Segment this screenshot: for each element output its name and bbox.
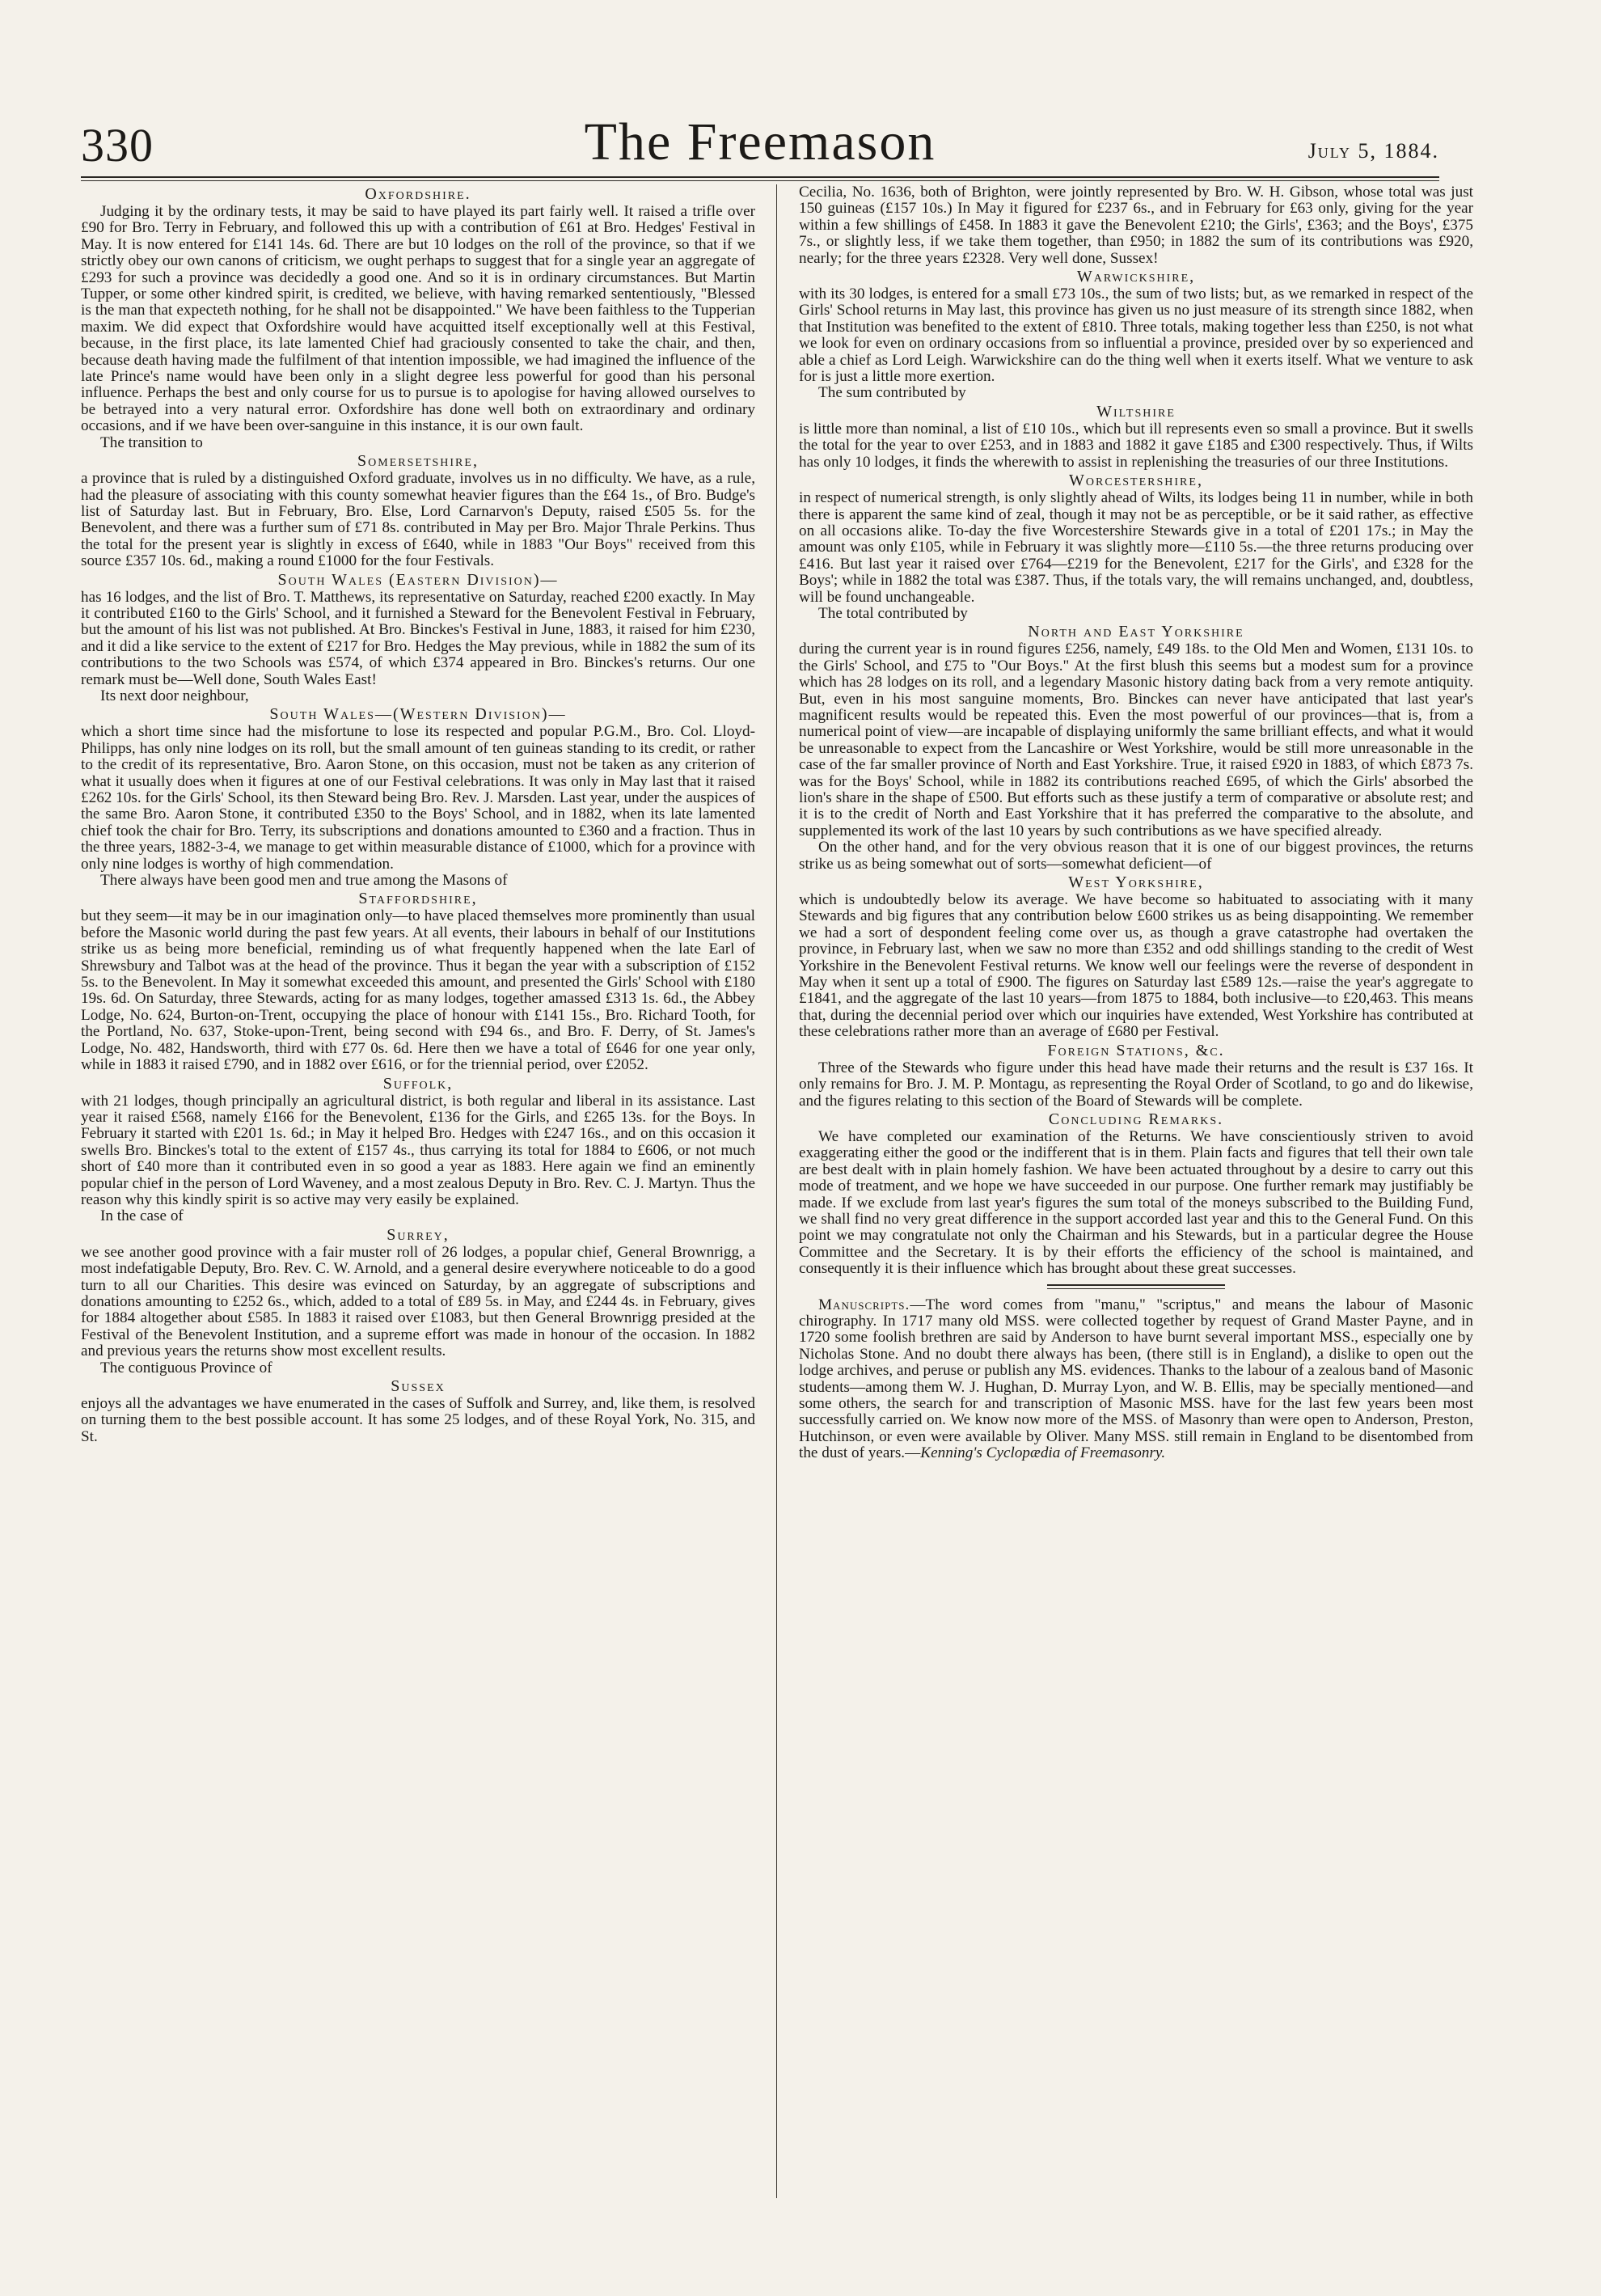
section-heading: North and East Yorkshire <box>1028 623 1244 641</box>
article-paragraph: The total contributed by <box>818 604 968 622</box>
manuscripts-source: Kenning's Cyclopædia of Freemasonry. <box>920 1444 1166 1462</box>
article-paragraph: Its next door neighbour, <box>100 687 249 704</box>
article-paragraph: enjoys all the advantages we have enumerated in the cases of Suffolk and Surrey, and, like them, is resolved on turning them to the best possible account. It has some 25 lodges, and of these Royal York, No. 315, and St. <box>81 1395 755 1445</box>
header-rule <box>81 176 1439 178</box>
masthead <box>81 104 1439 181</box>
section-heading: Wiltshire <box>1096 402 1176 421</box>
section-heading: Sussex <box>391 1377 446 1395</box>
article-paragraph: is little more than nominal, a list of £10 10s., which but ill represents even so small a province. But it swells the total for the year to over £253, and in 1883 and 1882 it gave £185 and £300 respectively. Thus, if Wilts has only 10 lodges, it finds the wherewith to assist in replenishing the treasuries of our three Institutions. <box>799 420 1473 471</box>
article-paragraph: but they seem—it may be in our imagination only—to have placed themselves more prominently than usual before the Masonic world during the past few years. At all events, their labours in behalf of our Institutions strike us as being more beneficial, reminding us of what frequently happened when the late Earl of Shrewsbury and Talbot was at the head of the province. Thus it began the year with a subscription of £152 5s. to the Benevolent. In May it somewhat exceeded this amount, and presented the Girls' School with £180 19s. 6d. On Saturday, three Stewards, acting for as many lodges, together amassed £313 1s. 6d., the Abbey Lodge, No. 624, Burton-on-Trent, occupying the place of honour with £141 15s., Bro. Richard Tooth, for the Portland, No. 637, Stoke-upon-Trent, being second with £94 6s., and Bro. F. Derry, of St. James's Lodge, No. 482, Handsworth, third with £77 0s. 6d. Here then we have a total of £646 for one year only, while in 1883 it raised £790, and in 1882 over £616, or for the triennial period, over £2052. <box>81 907 755 1074</box>
article-paragraph: The contiguous Province of <box>100 1359 272 1376</box>
section-heading: Somersetshire, <box>357 452 479 471</box>
article-paragraph: In the case of <box>100 1207 184 1225</box>
article-paragraph: with its 30 lodges, is entered for a small £73 10s., the sum of two lists; but, as we remarked in respect of the Girls' School returns in May last, this province has given us no just measure of its strength since 1882, when that Institution was benefited to the extent of £810. Three totals, making together less than £250, is not what we look for even on ordinary occasions from so influential a province, presided over by so experienced and able a chief as Lord Leigh. Warwickshire can do the thing well when it exerts itself. What we venture to ask for is just a little more exertion. <box>799 285 1473 386</box>
article-paragraph: On the other hand, and for the very obvious reason that it is one of our biggest provinces, the returns strike us as being somewhat out of sorts—somewhat deficient—of <box>799 839 1473 873</box>
header-rule-thin <box>81 180 1439 181</box>
section-heading: Foreign Stations, &c. <box>1047 1041 1225 1059</box>
right-column <box>799 184 1473 2263</box>
left-column <box>81 184 755 2263</box>
article-paragraph: during the current year is in round figures £256, namely, £49 18s. to the Old Men and Women, £131 10s. to the Girls' School, and £75 to "Our Boys." At the first blush this seems but a modest sum for a province which has 28 lodges on its roll, and a legendary Masonic history dating back from a very remote antiquity. But, even in his most sanguine moments, Bro. Binckes can never have anticipated that last year's magnificent results would be repeated this. Even the most powerful of our provinces—that is, from a numerical point of view—are incapable of displaying uniformly the same brilliant effects, and what it would be unreasonable to expect from the Lancashire or West Yorkshire, would be still more unreasonable in the case of the far smaller province of North and East Yorkshire. True, it raised £920 in 1883, of which £873 7s. was for the Boys' School, while in 1882 its contributions reached £695, of which the Girls' absorbed the lion's share in the shape of £500. But efforts such as these justify a term of comparative or absolute rest; and it is to the credit of North and East Yorkshire that it has preferred the comparative to the absolute, and supplemented its work of the last 10 years by such contributions as we have specified already. <box>799 641 1473 839</box>
column-divider <box>776 184 777 2198</box>
article-paragraph: The sum contributed by <box>818 384 966 402</box>
article-paragraph: Judging it by the ordinary tests, it may be said to have played its part fairly well. It raised a trifle over £90 for Bro. Terry in February, and followed this up with a contribution of £61 at Bro. Hedges' Festival in May. It is now entered for £141 14s. 6d. There are but 10 lodges on the roll of the province, so that if we strictly obey our own canons of criticism, we ought perhaps to suggest that for a single year an aggregate of £293 for such a province was decidedly a good one. And so it is in ordinary circumstances. But Martin Tupper, or some other kindred spirit, is credited, we believe, with having remarked sententiously, "Blessed is the man that expecteth nothing, for he shall not be disappointed." We have been faithless to the Tupperian maxim. We did expect that Oxfordshire would have acquitted itself exceptionally well at this Festival, because, in the first place, its late lamented Chief had graciously consented to take the chair, and then, because death having made the fulfilment of that intention impossible, we had imagined the influence of the late Prince's name would have been only in a slight degree less powerful for good than his personal influence. Perhaps the best and only course for us to pursue is to apologise for having allowed ourselves to be betrayed into a very natural error. Oxfordshire has done well both on extraordinary and ordinary occasions, and if we have been over-sanguine in this instance, it is our own fault. <box>81 203 755 435</box>
section-heading: Oxfordshire. <box>365 185 471 203</box>
article-paragraph: The transition to <box>100 433 203 451</box>
article-paragraph: which is undoubtedly below its average. We have become so habituated to associating with it many Stewards and big figures that any contribution below £600 strikes us as being disappointing. We remember we had a sort of despondent feeling come over us, as though a grave catastrophe had overtaken the province, in February last, when we saw no more than £352 and odd shillings standing to the credit of West Yorkshire in the Benevolent Festival returns. We know well our feelings were the reverse of despondent in May when it sent up a total of £900. The figures on Saturday last £589 12s.—raise the year's aggregate to £1841, and the aggregate of the last 10 years—from 1875 to 1884, both inclusive—to £20,463. This means that, during the decennial period over which our inquiries have extended, West Yorkshire has contributed at these celebrations rather more than an average of £680 per Festival. <box>799 891 1473 1041</box>
article-paragraph: has 16 lodges, and the list of Bro. T. Matthews, its representative on Saturday, reached £200 exactly. In May it contributed £160 to the Girls' School, and it furnished a Steward for the Benevolent Festival in February, but the amount of his list was not published. At Bro. Binckes's Festival in June, 1883, it raised for him £230, and it did a like service to the extent of £217 for Bro. Hedges the May previous, while in 1882 the sum of its contributions to the two Schools was £574, of which £374 appeared in Bro. Binckes's returns. Our one remark must be—Well done, South Wales East! <box>81 588 755 688</box>
article-paragraph: we see another good province with a fair muster roll of 26 lodges, a popular chief, General Brownrigg, a most indefatigable Deputy, Bro. Rev. C. W. Arnold, and a general desire everywhere noticeable to do a good turn to all our Charities. This desire was evinced on Saturday, by an aggregate of subscriptions and donations amounting to £252 6s., which, added to a total of £89 5s. in May, and £244 4s. in February, gives for 1884 altogether about £585. In 1883 it raised over £1083, but then General Brownrigg presided at the Festival of the Benevolent Institution, and a supreme effort was made in honour of the occasion. In 1882 and previous years the returns show most excellent results. <box>81 1243 755 1360</box>
article-paragraph: Cecilia, No. 1636, both of Brighton, were jointly represented by Bro. W. H. Gibson, whose total was just 150 guineas (£157 10s.) In May it figured for £237 6s., and in February for £63 only, giving for the year within a few shillings of £458. In 1883 it gave the Benevolent £210; the Girls', £363; and the Boys', £375 7s., or slightly less, if we take them together, than £950; in 1882 the sum of its contributions was £920, nearly; for the three years £2328. Very well done, Sussex! <box>799 184 1473 267</box>
section-heading: West Yorkshire, <box>1068 873 1204 892</box>
section-heading: Suffolk, <box>382 1074 454 1093</box>
article-paragraph: There always have been good men and true among the Masons of <box>100 872 508 890</box>
manuscripts-paragraph <box>799 1297 1473 1462</box>
section-divider <box>1047 1284 1225 1289</box>
section-heading: Surrey, <box>387 1225 450 1244</box>
section-heading: Staffordshire, <box>358 890 478 908</box>
article-paragraph: in respect of numerical strength, is only slightly ahead of Wilts, its lodges being 11 in number, while in both there is apparent the same kind of zeal, though it may not be as perceptible, or be it said rather, as effective on all occasions alike. To-day the five Worcestershire Stewards give in a total of £201 17s.; in May the amount was only £105, while in February it was slightly more—£110 5s.—the three returns producing over £416. But last year it raised over £764—£219 for the Benevolent, £217 for the Girls', and £328 for the Boys'; while in 1882 the total was £387. Thus, if the totals vary, the will remains unchanged, and, doubtless, will be found unchangeable. <box>799 489 1473 606</box>
issue-date: July 5, 1884. <box>1307 139 1439 163</box>
article-paragraph: We have completed our examination of the Returns. We have conscientiously striven to avoid exaggerating either the good or the indifferent that is in them. Plain facts and figures that tell their own tale are best dealt with in plain homely fashion. We have been actuated throughout by a desire to carry out this mode of treatment, and we hope we have succeeded in our purpose. One further remark may justifiably be made. If we exclude from last year's figures the sum total of the moneys subscribed to the Building Fund, we shall find no very great difference in the support accorded last year and this to the General Fund. On this point we may congratulate not only the Chairman and his Stewards, but in a particular degree the House Committee and the Secretary. It is by their efforts the efficiency of the school is maintained, and consequently it is their influence which has brought about these great successes. <box>799 1127 1473 1278</box>
section-heading: South Wales—(Western Division)— <box>269 705 567 724</box>
masthead-title: The Freemason <box>584 112 936 171</box>
manuscripts-body: —The word comes from "manu," "scriptus," and means the labour of Masonic chirography. In 1717 many old MSS. were collected together by request of Grand Master Payne, and in 1720 some foolish brethren are said by Anderson to have burnt several important MSS., especially one by Nicholas Stone. And no doubt there always has been, (there still is in England), a dislike to open out the lodge archives, and peruse or publish any MS. evidences. Thanks to the labour of a zealous band of Masonic students—among them W. J. Hughan, D. Murray Lyon, and W. B. Ellis, may be specially mentioned—and some others, the search for and transcription of Masonic MSS. have for the last few years been most successfully carried on. We know now more of the MSS. of Masonry than were open to Anderson, Preston, Hutchinson, or even were available by Oliver. Many MSS. still remain in England to be disentombed from the dust of years.— <box>799 1296 1473 1462</box>
section-heading: South Wales (Eastern Division)— <box>277 570 559 589</box>
article-paragraph: with 21 lodges, though principally an agricultural district, is both regular and liberal in its assistance. Last year it raised £568, namely £166 for the Benevolent, £136 for the Girls, and £265 13s. for the Boys. In February it started with £201 1s. 6d.; in May it helped Bro. Hedges with £247 16s., and on this occasion it swells Bro. Binckes's total to the extent of £157 4s., thus carrying its total for 1884 to £606, or not much short of £40 more than it contributed even in so good a year as 1883. Here again we find an eminently popular chief in the person of Lord Waveney, and a most zealous Deputy in Bro. Rev. C. J. Martyn. Thus the reason why this kindly spirit is so active may very easily be explained. <box>81 1092 755 1208</box>
article-paragraph: a province that is ruled by a distinguished Oxford graduate, involves us in no difficulty. We have, as a rule, had the pleasure of associating with this county somewhat heavier figures than the £64 1s., of Bro. Budge's list of Saturday last. But in February, Bro. Else, Lord Carnarvon's Deputy, raised £505 5s. for the Benevolent, and there was a further sum of £71 8s. contributed in May per Bro. Major Thrale Perkins. Thus the total for the present year is slightly in excess of £640, while in 1883 "Our Boys" received from this source £357 10s. 6d., making a round £1000 for the four Festivals. <box>81 470 755 570</box>
page-number: 330 <box>81 119 154 171</box>
article-paragraph: which a short time since had the misfortune to lose its respected and popular P.G.M., Bro. Col. Lloyd-Philipps, has only nine lodges on its roll, but the small amount of ten guineas standing to its credit, or rather to the credit of its representative, Bro. Aaron Stone, on this occasion, must not be taken as any criterion of what it usually does when it figures at one of our Festival celebrations. It was only in May last that it raised £262 10s. for the Girls' School, its then Steward being Bro. Rev. J. Marsden. Last year, under the auspices of the same Bro. Aaron Stone, it contributed £350 to the Boys' School, and in 1882, when its late lamented chief took the chair for Bro. Terry, its subscriptions and donations amounted to £360 and a fraction. Thus in the three years, 1882-3-4, we manage to get within measurable distance of £1000, which for a province with only nine lodges is worthy of high commendation. <box>81 723 755 873</box>
manuscripts-heading: Manuscripts. <box>818 1296 910 1313</box>
article-paragraph: Three of the Stewards who figure under this head have made their returns and the result is £37 16s. It only remains for Bro. J. M. P. Montagu, as representing the Royal Order of Scotland, to go and do likewise, and the figures relating to this section of the Board of Stewards will be complete. <box>799 1059 1473 1110</box>
section-heading: Warwickshire, <box>1076 268 1196 286</box>
section-heading: Worcestershire, <box>1069 471 1203 490</box>
section-heading: Concluding Remarks. <box>1048 1110 1224 1128</box>
